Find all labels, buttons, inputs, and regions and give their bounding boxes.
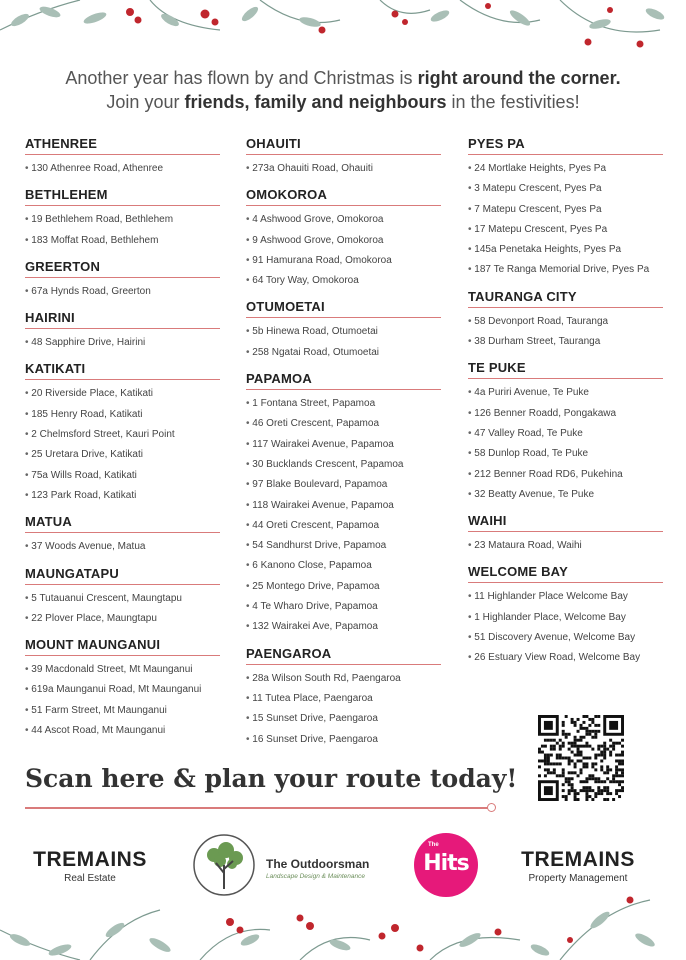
qr-code[interactable] bbox=[538, 715, 624, 801]
address-item: • 273a Ohauiti Road, Ohauiti bbox=[246, 159, 441, 179]
address-item: • 4 Ashwood Grove, Omokoroa bbox=[246, 210, 441, 230]
address-item: • 26 Estuary View Road, Welcome Bay bbox=[468, 648, 663, 668]
address-list bbox=[468, 383, 663, 505]
address-item: • 37 Woods Avenue, Matua bbox=[25, 537, 220, 557]
address-item: • 25 Montego Drive, Papamoa bbox=[246, 577, 441, 597]
address-item: • 11 Tutea Place, Paengaroa bbox=[246, 689, 441, 709]
region-section bbox=[246, 371, 441, 638]
outdoorsman-logo: The Outdoorsman Landscape Design & Maintenance bbox=[192, 833, 392, 899]
region-section bbox=[468, 289, 663, 353]
address-item: • 25 Uretara Drive, Katikati bbox=[25, 445, 220, 465]
region-section bbox=[25, 637, 220, 741]
address-item: • 17 Matepu Crescent, Pyes Pa bbox=[468, 220, 663, 240]
address-list bbox=[246, 322, 441, 363]
address-item: • 5b Hinewa Road, Otumoetai bbox=[246, 322, 441, 342]
region-section bbox=[246, 299, 441, 363]
address-item: • 187 Te Ranga Memorial Drive, Pyes Pa bbox=[468, 260, 663, 280]
region-section bbox=[25, 361, 220, 506]
region-section bbox=[246, 187, 441, 291]
address-item: • 3 Matepu Crescent, Pyes Pa bbox=[468, 179, 663, 199]
address-column bbox=[468, 136, 663, 677]
tremains-real-estate-logo: TREMAINS Real Estate bbox=[33, 848, 147, 884]
address-item: • 91 Hamurana Road, Omokoroa bbox=[246, 251, 441, 271]
address-list bbox=[25, 589, 220, 630]
address-item: • 16 Sunset Drive, Paengaroa bbox=[246, 730, 441, 750]
region-heading: MATUA bbox=[25, 514, 220, 533]
address-item: • 183 Moffat Road, Bethlehem bbox=[25, 231, 220, 251]
address-item: • 258 Ngatai Road, Otumoetai bbox=[246, 343, 441, 363]
region-section bbox=[246, 646, 441, 750]
holly-decoration-bottom bbox=[0, 870, 686, 960]
address-list bbox=[246, 159, 441, 179]
address-item: • 145a Penetaka Heights, Pyes Pa bbox=[468, 240, 663, 260]
address-item: • 58 Dunlop Road, Te Puke bbox=[468, 444, 663, 464]
address-item: • 118 Wairakei Avenue, Papamoa bbox=[246, 496, 441, 516]
address-item: • 58 Devonport Road, Tauranga bbox=[468, 312, 663, 332]
address-item: • 97 Blake Boulevard, Papamoa bbox=[246, 475, 441, 495]
address-item: • 39 Macdonald Street, Mt Maunganui bbox=[25, 660, 220, 680]
address-item: • 185 Henry Road, Katikati bbox=[25, 405, 220, 425]
region-section bbox=[25, 566, 220, 630]
address-item: • 75a Wills Road, Katikati bbox=[25, 466, 220, 486]
region-heading: BETHLEHEM bbox=[25, 187, 220, 206]
address-list bbox=[246, 210, 441, 291]
address-item: • 117 Wairakei Avenue, Papamoa bbox=[246, 435, 441, 455]
address-item: • 9 Ashwood Grove, Omokoroa bbox=[246, 231, 441, 251]
region-heading: ATHENREE bbox=[25, 136, 220, 155]
headline-line-1: Another year has flown by and Christmas is right around the corner. bbox=[65, 68, 621, 88]
address-item: • 30 Bucklands Crescent, Papamoa bbox=[246, 455, 441, 475]
address-item: • 24 Mortlake Heights, Pyes Pa bbox=[468, 159, 663, 179]
address-list bbox=[468, 312, 663, 353]
region-section bbox=[25, 514, 220, 557]
address-item: • 123 Park Road, Katikati bbox=[25, 486, 220, 506]
address-item: • 67a Hynds Road, Greerton bbox=[25, 282, 220, 302]
region-heading: WAIHI bbox=[468, 513, 663, 532]
region-section bbox=[246, 136, 441, 179]
address-item: • 51 Discovery Avenue, Welcome Bay bbox=[468, 628, 663, 648]
region-heading: PYES PA bbox=[468, 136, 663, 155]
address-list bbox=[25, 333, 220, 353]
cta-underline bbox=[25, 807, 489, 809]
region-heading: WELCOME BAY bbox=[468, 564, 663, 583]
the-hits-logo: The Hits bbox=[414, 833, 478, 897]
address-item: • 23 Mataura Road, Waihi bbox=[468, 536, 663, 556]
region-section bbox=[25, 310, 220, 353]
region-section bbox=[25, 259, 220, 302]
address-item: • 19 Bethlehem Road, Bethlehem bbox=[25, 210, 220, 230]
region-section bbox=[468, 513, 663, 556]
address-item: • 46 Oreti Crescent, Papamoa bbox=[246, 414, 441, 434]
address-list bbox=[25, 537, 220, 557]
address-item: • 15 Sunset Drive, Paengaroa bbox=[246, 709, 441, 729]
address-item: • 7 Matepu Crescent, Pyes Pa bbox=[468, 200, 663, 220]
address-list bbox=[25, 159, 220, 179]
address-item: • 48 Sapphire Drive, Hairini bbox=[25, 333, 220, 353]
address-item: • 2 Chelmsford Street, Kauri Point bbox=[25, 425, 220, 445]
address-item: • 28a Wilson South Rd, Paengaroa bbox=[246, 669, 441, 689]
region-heading: PAPAMOA bbox=[246, 371, 441, 390]
address-item: • 32 Beatty Avenue, Te Puke bbox=[468, 485, 663, 505]
address-item: • 4a Puriri Avenue, Te Puke bbox=[468, 383, 663, 403]
region-section bbox=[25, 187, 220, 251]
address-list bbox=[25, 384, 220, 506]
address-item: • 20 Riverside Place, Katikati bbox=[25, 384, 220, 404]
address-list bbox=[246, 394, 441, 638]
address-column bbox=[246, 136, 441, 758]
address-list bbox=[25, 210, 220, 251]
address-item: • 54 Sandhurst Drive, Papamoa bbox=[246, 536, 441, 556]
address-item: • 22 Plover Place, Maungtapu bbox=[25, 609, 220, 629]
region-heading: OMOKOROA bbox=[246, 187, 441, 206]
address-item: • 619a Maunganui Road, Mt Maunganui bbox=[25, 680, 220, 700]
region-section bbox=[468, 136, 663, 281]
region-section bbox=[468, 564, 663, 668]
address-item: • 47 Valley Road, Te Puke bbox=[468, 424, 663, 444]
address-list bbox=[468, 159, 663, 281]
address-list bbox=[468, 587, 663, 668]
headline-line-2: Join your friends, family and neighbours in the festivities! bbox=[106, 92, 580, 112]
address-item: • 4 Te Wharo Drive, Papamoa bbox=[246, 597, 441, 617]
address-item: • 1 Highlander Place, Welcome Bay bbox=[468, 608, 663, 628]
region-heading: HAIRINI bbox=[25, 310, 220, 329]
region-heading: TE PUKE bbox=[468, 360, 663, 379]
region-heading: OTUMOETAI bbox=[246, 299, 441, 318]
tremains-property-management-logo: TREMAINS Property Management bbox=[521, 848, 635, 884]
region-heading: MAUNGATAPU bbox=[25, 566, 220, 585]
address-item: • 130 Athenree Road, Athenree bbox=[25, 159, 220, 179]
address-item: • 44 Oreti Crescent, Papamoa bbox=[246, 516, 441, 536]
address-item: • 44 Ascot Road, Mt Maunganui bbox=[25, 721, 220, 741]
cta-underline-end-dot bbox=[487, 803, 496, 812]
address-item: • 5 Tutauanui Crescent, Maungtapu bbox=[25, 589, 220, 609]
holly-decoration-top bbox=[0, 0, 686, 62]
region-heading: OHAUITI bbox=[246, 136, 441, 155]
address-column bbox=[25, 136, 220, 749]
region-heading: GREERTON bbox=[25, 259, 220, 278]
address-list bbox=[246, 669, 441, 750]
address-item: • 212 Benner Road RD6, Pukehina bbox=[468, 465, 663, 485]
address-item: • 38 Durham Street, Tauranga bbox=[468, 332, 663, 352]
region-heading: MOUNT MAUNGANUI bbox=[25, 637, 220, 656]
address-item: • 126 Benner Roadd, Pongakawa bbox=[468, 404, 663, 424]
address-item: • 11 Highlander Place Welcome Bay bbox=[468, 587, 663, 607]
scan-call-to-action: Scan here & plan your route today! bbox=[25, 764, 518, 793]
address-list bbox=[25, 282, 220, 302]
region-heading: TAURANGA CITY bbox=[468, 289, 663, 308]
address-list bbox=[468, 536, 663, 556]
address-list bbox=[25, 660, 220, 741]
address-item: • 1 Fontana Street, Papamoa bbox=[246, 394, 441, 414]
address-item: • 51 Farm Street, Mt Maunganui bbox=[25, 701, 220, 721]
address-item: • 64 Tory Way, Omokoroa bbox=[246, 271, 441, 291]
address-item: • 132 Wairakei Ave, Papamoa bbox=[246, 617, 441, 637]
address-item: • 6 Kanono Close, Papamoa bbox=[246, 556, 441, 576]
headline bbox=[0, 66, 686, 114]
region-section bbox=[25, 136, 220, 179]
region-heading: KATIKATI bbox=[25, 361, 220, 380]
region-section bbox=[468, 360, 663, 505]
region-heading: PAENGAROA bbox=[246, 646, 441, 665]
